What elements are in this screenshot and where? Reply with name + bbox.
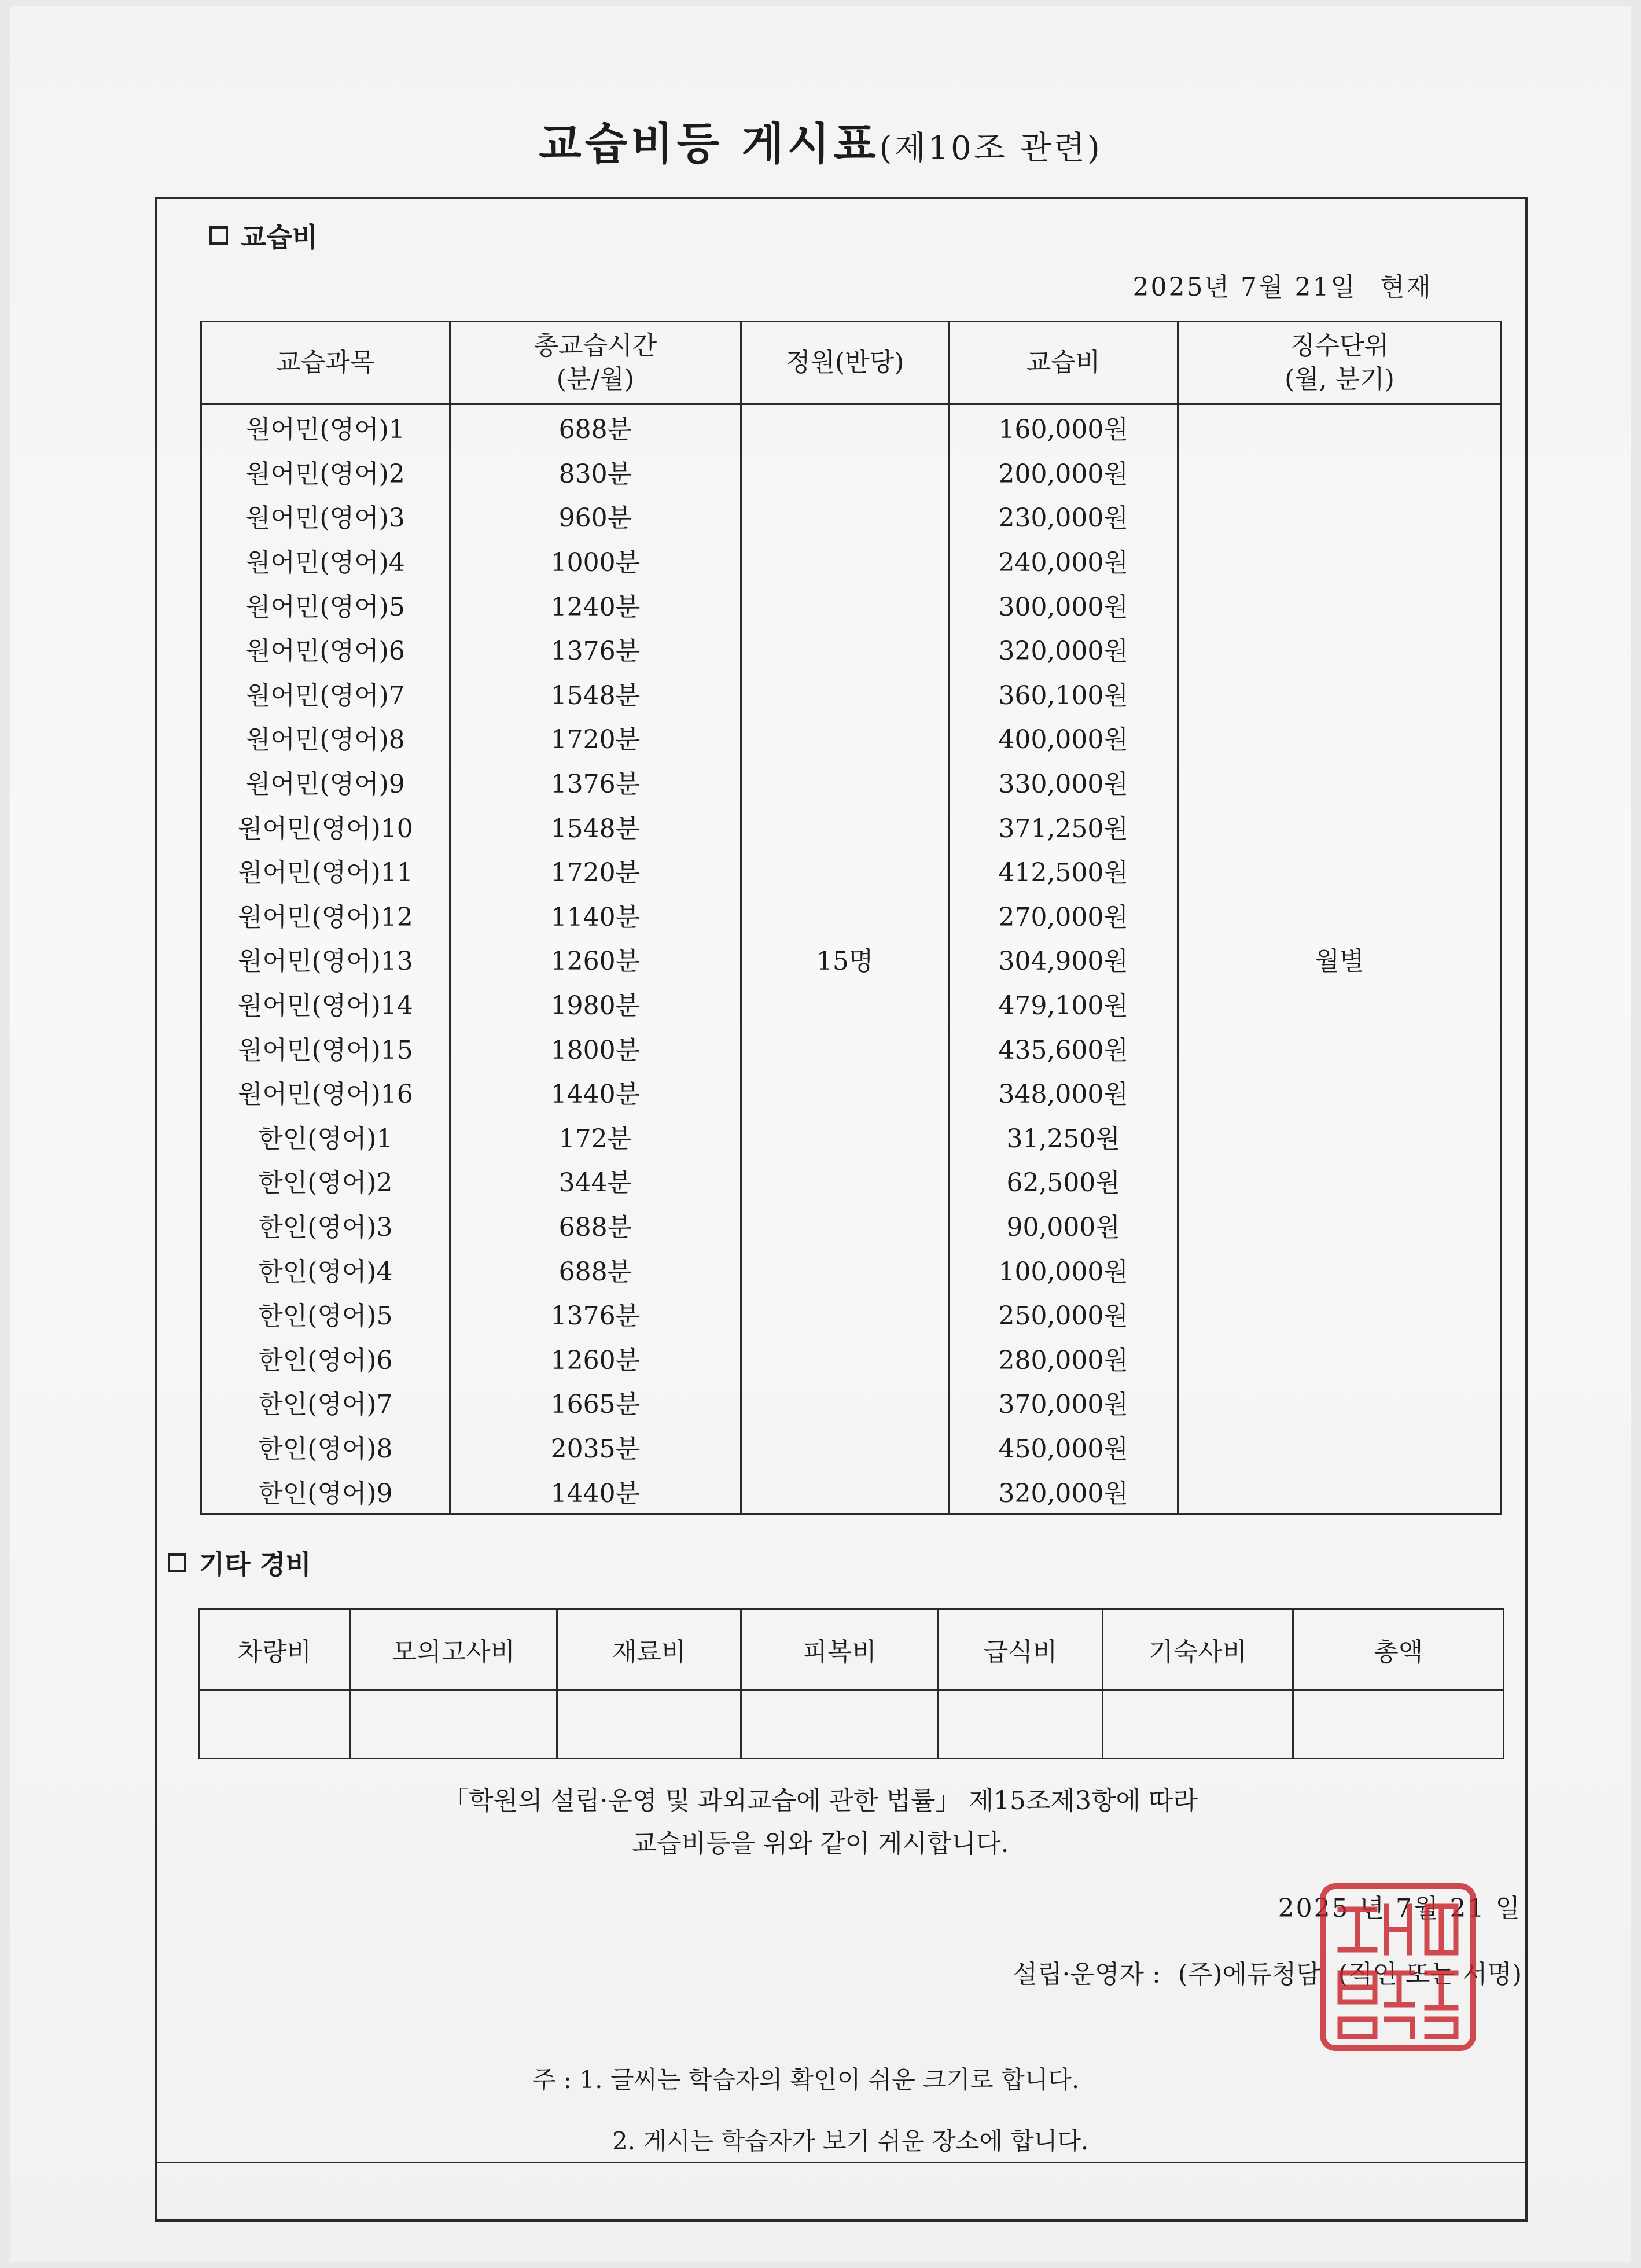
cell-fee: 479,100원 [949,981,1178,1026]
section-tuition-text: 교습비 [241,222,318,253]
section-tuition-label [209,216,318,255]
cell-fee: 400,000원 [949,715,1178,760]
cell-capacity: 15명 [741,404,948,1514]
header-hours-text: 총교습시간 (분/월) [533,331,657,394]
title-sub: (제10조 관련) [879,130,1102,167]
cell-subject: 한인(영어)6 [201,1335,450,1380]
cell-fee: 330,000원 [949,760,1178,804]
cell-fee: 100,000원 [949,1247,1178,1291]
cell-hours: 1440분 [450,1070,741,1114]
cell-subject: 한인(영어)1 [201,1114,450,1159]
cell-subject: 원어민(영어)7 [201,671,450,716]
header-fee-text: 교습비 [1026,348,1101,377]
checkbox-square-icon [209,226,228,245]
cell-subject: 한인(영어)8 [201,1424,450,1469]
cell-subject: 한인(영어)5 [201,1291,450,1336]
cell-hours: 172분 [450,1114,741,1159]
cell-fee: 304,900원 [949,937,1178,981]
cell-hours: 1720분 [450,848,741,893]
cell-hours: 688분 [450,404,741,450]
other-expense-value [199,1690,351,1759]
cell-hours: 1376분 [450,1291,741,1336]
other-expense-header: 재료비 [557,1610,741,1690]
header-unit [1178,322,1502,404]
cell-hours: 1240분 [450,582,741,627]
cell-fee: 31,250원 [949,1114,1178,1159]
cell-subject: 한인(영어)3 [201,1203,450,1247]
other-expense-value [939,1690,1103,1759]
cell-unit: 월별 [1178,404,1502,1514]
as-of-suffix: 현재 [1379,273,1433,302]
cell-hours: 1260분 [450,1335,741,1380]
cell-fee: 300,000원 [949,582,1178,627]
cell-fee: 360,100원 [949,671,1178,716]
cell-subject: 원어민(영어)14 [201,981,450,1026]
cell-fee: 435,600원 [949,1025,1178,1070]
other-expense-header: 급식비 [939,1610,1103,1690]
cell-fee: 250,000원 [949,1291,1178,1336]
seal-note: (직인 또는 서명) [1338,1960,1522,1989]
cell-fee: 280,000원 [949,1335,1178,1380]
cell-hours: 1720분 [450,715,741,760]
cell-subject: 원어민(영어)11 [201,848,450,893]
tuition-table-header-row [201,322,1502,404]
cell-hours: 1665분 [450,1380,741,1424]
cell-hours: 960분 [450,494,741,538]
header-capacity-text: 정원(반당) [785,348,904,377]
cell-fee: 160,000원 [949,404,1178,450]
other-expense-header: 총액 [1293,1610,1504,1690]
cell-subject: 원어민(영어)3 [201,494,450,538]
tuition-table [200,321,1502,1515]
cell-hours: 1800분 [450,1025,741,1070]
cell-fee: 370,000원 [949,1380,1178,1424]
cell-subject: 한인(영어)2 [201,1158,450,1203]
cell-subject: 한인(영어)4 [201,1247,450,1291]
cell-hours: 1376분 [450,627,741,671]
cell-subject: 원어민(영어)1 [201,404,450,450]
cell-hours: 1548분 [450,804,741,848]
company-seal-stamp [1317,1880,1479,2054]
operator-name: (주)에듀청담 [1178,1960,1321,1989]
cell-subject: 원어민(영어)13 [201,937,450,981]
header-unit-text: 징수단위 (월, 분기) [1285,331,1395,394]
cell-fee: 320,000원 [949,627,1178,671]
cell-subject: 원어민(영어)2 [201,450,450,494]
section-other-label [168,1544,311,1582]
operator-label: 설립·운영자 : [1013,1960,1161,1989]
legal-notice [0,1780,1641,1865]
tuition-table-body [201,404,1502,1514]
note-line1: 주 : 1. 글씨는 학습자의 확인이 쉬운 크기로 합니다. [532,2066,1080,2094]
as-of-date [1133,266,1433,303]
signature-date-value: 2025 년 7월 21 일 [1278,1894,1522,1923]
other-expense-value [1102,1690,1293,1759]
header-capacity [741,322,948,404]
cell-hours: 1548분 [450,671,741,716]
checkbox-square-icon [168,1553,186,1572]
cell-fee: 200,000원 [949,450,1178,494]
cell-fee: 90,000원 [949,1203,1178,1247]
cell-hours: 1260분 [450,937,741,981]
cell-fee: 412,500원 [949,848,1178,893]
other-expense-value [350,1690,557,1759]
other-expense-value [741,1690,939,1759]
other-expense-value [1293,1690,1504,1759]
cell-fee: 320,000원 [949,1468,1178,1514]
other-expense-value [557,1690,741,1759]
cell-subject: 원어민(영어)8 [201,715,450,760]
cell-hours: 688분 [450,1247,741,1291]
notes [532,2049,1088,2172]
header-subject-text: 교습과목 [276,348,375,377]
cell-subject: 원어민(영어)10 [201,804,450,848]
cell-fee: 371,250원 [949,804,1178,848]
other-expense-header: 피복비 [741,1610,939,1690]
title-main: 교습비등 게시표 [539,118,880,170]
cell-hours: 688분 [450,1203,741,1247]
table-row [201,404,1502,450]
cell-subject: 한인(영어)7 [201,1380,450,1424]
section-other-text: 기타 경비 [199,1549,311,1580]
cell-subject: 원어민(영어)6 [201,627,450,671]
other-expense-header: 차량비 [199,1610,351,1690]
cell-hours: 2035분 [450,1424,741,1469]
cell-fee: 348,000원 [949,1070,1178,1114]
header-hours [450,322,741,404]
other-expenses-value-row [199,1690,1504,1759]
other-expense-header: 기숙사비 [1102,1610,1293,1690]
as-of-date-value: 2025년 7월 21일 [1132,273,1357,302]
cell-fee: 450,000원 [949,1424,1178,1469]
other-expense-header: 모의고사비 [350,1610,557,1690]
header-subject [201,322,450,404]
cell-hours: 1000분 [450,538,741,583]
cell-subject: 원어민(영어)16 [201,1070,450,1114]
document-title [0,109,1641,172]
cell-hours: 344분 [450,1158,741,1203]
header-fee [949,322,1178,404]
other-expenses-table [198,1608,1504,1759]
cell-fee: 230,000원 [949,494,1178,538]
cell-subject: 원어민(영어)4 [201,538,450,583]
cell-hours: 1440분 [450,1468,741,1514]
other-expenses-header-row [199,1610,1504,1690]
cell-subject: 원어민(영어)9 [201,760,450,804]
cell-subject: 원어민(영어)15 [201,1025,450,1070]
cell-subject: 원어민(영어)12 [201,893,450,937]
note-line2: 2. 게시는 학습자가 보기 쉬운 장소에 합니다. [612,2127,1089,2155]
cell-hours: 1140분 [450,893,741,937]
cell-hours: 1980분 [450,981,741,1026]
cell-hours: 1376분 [450,760,741,804]
cell-fee: 240,000원 [949,538,1178,583]
cell-fee: 270,000원 [949,893,1178,937]
cell-subject: 한인(영어)9 [201,1468,450,1514]
legal-notice-line1: 「학원의 설립·운영 및 과외교습에 관한 법률」 제15조제3항에 따라 [443,1786,1198,1816]
legal-notice-line2: 교습비등을 위와 같이 게시합니다. [632,1829,1009,1858]
cell-fee: 62,500원 [949,1158,1178,1203]
cell-hours: 830분 [450,450,741,494]
cell-subject: 원어민(영어)5 [201,582,450,627]
